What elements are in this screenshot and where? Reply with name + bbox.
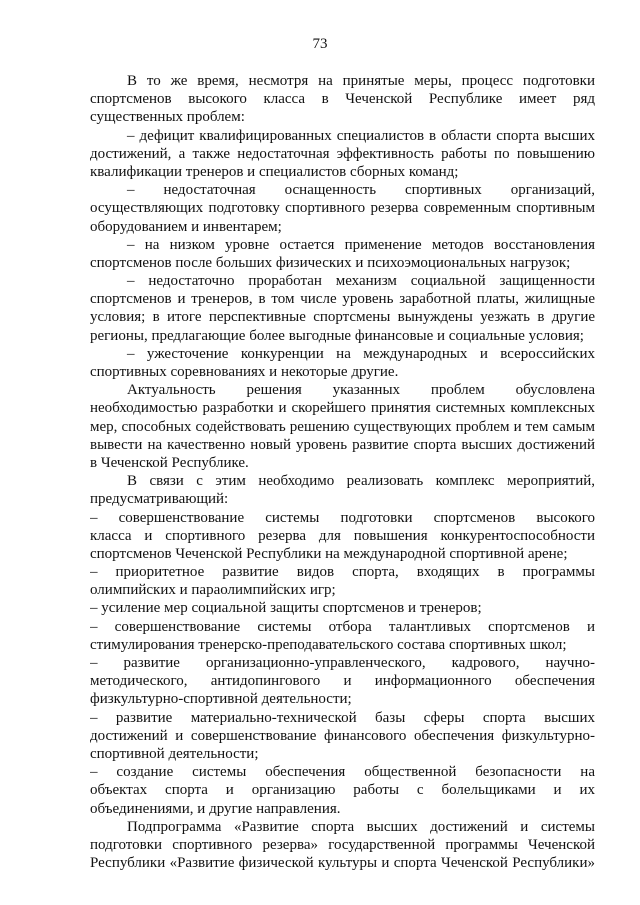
text-line: – развитие организационно-управленческого, кадрового, научно- (90, 655, 595, 671)
text-line: мер, способных содействовать решению существующих проблем и тем самым (90, 418, 595, 435)
text-line: В то же время, несмотря на принятые меры, процесс подготовки (127, 73, 595, 89)
text-line: необходимостью разработки и скорейшего принятия системных комплексных (90, 400, 595, 417)
text-line: достижений и совершенствование финансового обеспечения физкультурно- (90, 727, 595, 744)
text-line: спортсменов после больших физических и психоэмоциональных нагрузок; (90, 254, 571, 271)
text-line: – совершенствование системы отбора талантливых спортсменов и (90, 618, 595, 635)
text-line: спортсменов высокого класса в Чеченской Республике имеет ряд (90, 91, 595, 108)
text-line: существенных проблем: (90, 109, 245, 126)
text-line: методического, антидопингового и информационного обеспечения (90, 673, 595, 690)
page-number: 73 (312, 36, 328, 52)
text-line: – приоритетное развитие видов спорта, входящих в программы (90, 564, 595, 581)
text-line: Подпрограмма «Развитие спорта высших достижений и системы (127, 818, 595, 835)
text-line: предусматривающий: (90, 491, 229, 508)
text-line: – недостаточно проработан механизм социальной защищенности (127, 273, 595, 290)
text-line: – совершенствование системы подготовки спортсменов высокого (90, 509, 595, 526)
text-line: – на низком уровне остается применение методов восстановления (127, 236, 595, 253)
text-line: объектах спорта и организацию работы с болельщиками и их (90, 782, 595, 799)
text-line: – недостаточная оснащенность спортивных организаций, (127, 182, 595, 199)
text-line: физкультурно-спортивной деятельности; (90, 691, 352, 708)
text-line: объединениями, и другие направления. (90, 800, 341, 817)
text-line: оборудованием и инвентарем; (90, 218, 282, 235)
text-line: подготовки спортивного резерва» государственной программы Чеченской (90, 836, 595, 853)
text-line: – дефицит квалифицированных специалистов в области спорта высших (127, 127, 595, 144)
body-text (90, 72, 595, 872)
text-line: В связи с этим необходимо реализовать комплекс мероприятий, (127, 473, 595, 490)
text-line: – усиление мер социальной защиты спортсменов и тренеров; (90, 600, 482, 617)
text-line: класса и спортивного резерва для повышения конкурентоспособности (90, 527, 595, 544)
text-line: – ужесточение конкуренции на международных и всероссийских (127, 345, 595, 362)
text-line: осуществляющих подготовку спортивного резерва современным спортивным (90, 200, 595, 217)
text-line: условия; в итоге перспективные спортсмены вынуждены уезжать в другие (90, 309, 595, 326)
text-line: спортивных соревнованиях и некоторые другие. (90, 364, 399, 380)
text-line: спортсменов и тренеров, в том числе уровень заработной платы, жилищные (90, 291, 595, 308)
text-line: квалификации тренеров и специалистов сборных команд; (90, 163, 459, 180)
text-line: Актуальность решения указанных проблем обусловлена (127, 382, 595, 399)
text-line: достижений, а также недостаточная эффективность работы по повышению (90, 145, 595, 162)
text-line: спортивной деятельности; (90, 745, 259, 762)
text-line: Республики «Развитие физической культуры и спорта Чеченской Республики» (90, 855, 595, 872)
text-line: регионы, предлагающие более выгодные финансовые и социальные условия; (90, 327, 584, 344)
text-line: – создание системы обеспечения общественной безопасности на (90, 764, 595, 781)
text-line: – развитие материально-технической базы сферы спорта высших (90, 709, 595, 726)
text-line: спортсменов Чеченской Республики на международной спортивной арене; (90, 545, 568, 562)
text-line: стимулирования тренерско-преподавательского состава спортивных школ; (90, 636, 567, 653)
text-line: в Чеченской Республике. (90, 454, 249, 471)
text-line: вывести на качественно новый уровень развитие спорта высших достижений (90, 436, 595, 453)
text-line: олимпийских и параолимпийских игр; (90, 582, 336, 599)
